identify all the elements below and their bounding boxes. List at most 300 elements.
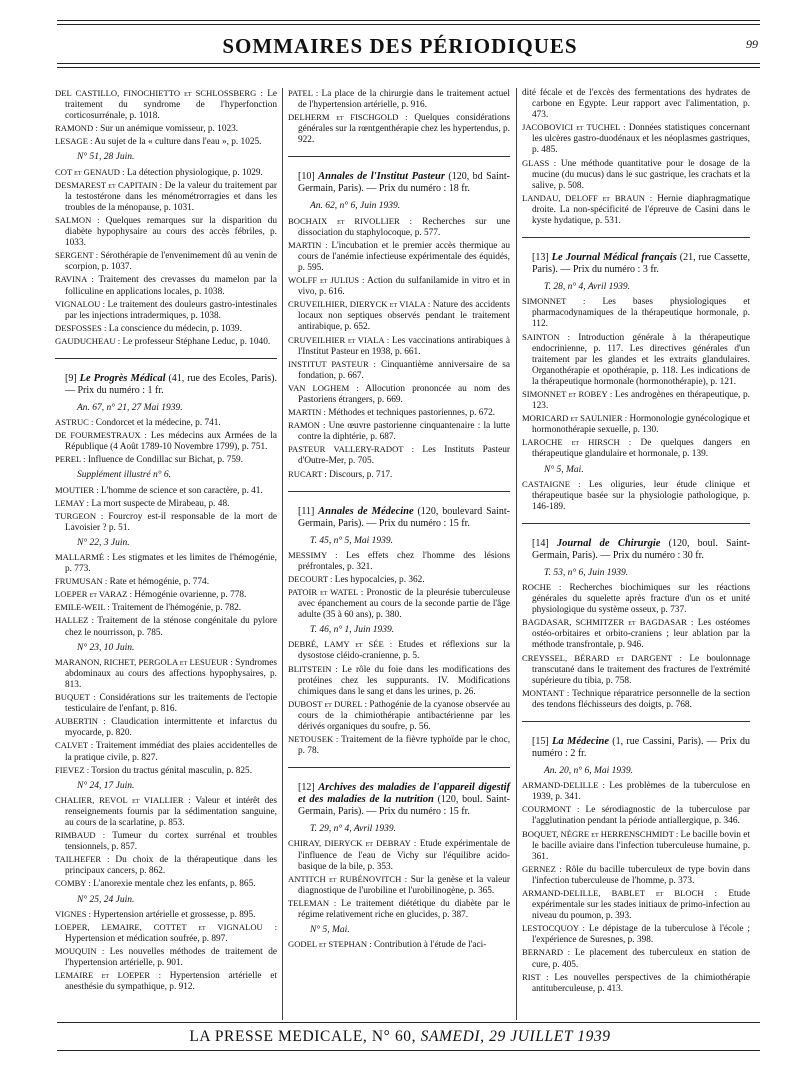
article-title: Les stigmates et les limites de l'hémogénie, p. 773. (65, 553, 277, 575)
article-author: GODEL et STEPHAN : (288, 939, 372, 950)
article-author: AUBERTIN : (55, 716, 106, 727)
article-entry (288, 874, 510, 897)
article-author: RAVINA : (55, 274, 94, 285)
article-entry (55, 454, 277, 466)
article-entry (55, 323, 277, 335)
top-rule (57, 20, 760, 21)
journal-title: Le Journal Médical français (551, 252, 677, 264)
article-entry (288, 587, 510, 621)
article-author: LEMAIRE et LOEPER : (55, 970, 161, 981)
journal-number: [9] (65, 372, 77, 384)
article-title: Recherches sur une dissociation du staphylocoque, p. 577. (298, 216, 511, 238)
journal-details: (120, boul. Saint-Germain, Paris). — Prix du numéro : 30 fr. (532, 537, 750, 561)
article-author: BOCHAIX et RIVOLLIER : (288, 215, 413, 226)
article-author: BUQUET : (55, 692, 96, 703)
article-entry (55, 602, 277, 614)
article-entry (522, 296, 750, 330)
article-title: Condorcet et la médecine, p. 741. (95, 418, 221, 429)
article-title: Le boulonnage transcutané dans le traitement des fractures de l'extrémité supérieure du tibia, p. 758. (532, 653, 750, 686)
article-entry (55, 854, 277, 877)
article-entry (522, 972, 750, 995)
article-title: De la valeur du traitement par la testostérone dans les ménométrorragies et dans les troubles de la ménopause, p. 1031. (65, 180, 278, 213)
article-author: RUCART : (288, 468, 327, 479)
article-title: Traitement de la fièvre typhoïde par le choc, p. 78. (298, 735, 511, 757)
article-entry (522, 947, 750, 970)
article-title: Les ostéomes ostéo-orbitaires et orbito-craniens ; leur ablation par la méthode transfrontale, p. 946. (532, 618, 750, 651)
article-title: Les vaccinations antirabiques à l'Institut Pasteur en 1938, p. 661. (298, 335, 510, 357)
article-title: Le professeur Stéphane Leduc, p. 1040. (122, 336, 271, 347)
article-entry (55, 136, 277, 148)
article-entry (522, 923, 750, 946)
article-title: Hypertension artérielle et grossesse, p. 895. (93, 909, 256, 920)
article-author: FIEVEZ : (55, 764, 90, 775)
article-title: Les médecins aux Armées de la République (4 Août 1789-10 Novembre 1799), p. 751. (65, 431, 277, 453)
article-title: Hypertension artérielle et anesthésie du sympathique, p. 912. (65, 971, 277, 993)
article-entry (522, 780, 750, 803)
article-title: Les nouvelles méthodes de traitement de l'hypertension artérielle, p. 901. (65, 946, 278, 968)
footer-publication: LA PRESSE MEDICALE, (189, 1028, 368, 1045)
article-entry (288, 299, 510, 333)
article-title: Hernie diaphragmatique droite. La non-spécificité de l'épreuve de Casini dans le kyste hydatique, p. 531. (532, 193, 751, 227)
journal-title: Journal de Chirurgie (556, 537, 661, 549)
article-author: MONTANT : (522, 687, 570, 698)
journal-heading (522, 252, 750, 276)
article-title: Sérothérapie de l'envenimement dû au venin de scorpion, p. 1037. (65, 251, 278, 273)
article-title: Pronostic de la pleurésie tuberculeuse avec épanchement au cours de la seconde partie de l'âge adulte (35 à 60 ans), p. 380. (298, 588, 510, 621)
article-author: MOUTIER : (55, 484, 99, 495)
issue-heading: T. 45, n° 5, Mai 1939. (310, 535, 394, 546)
article-author: MESSIMY : (288, 549, 338, 560)
article-author: BERNARD : (522, 947, 571, 958)
article-author: LEMAY : (55, 497, 89, 508)
article-author: DESMAREST et CAPITAIN : (55, 179, 163, 190)
article-title: Contribution à l'étude de l'aci- (373, 940, 487, 951)
article-title: Influence de Condillac sur Bichat, p. 759. (87, 455, 243, 466)
article-author: RIMBAUD : (55, 830, 106, 841)
journal-title: La Médecine (551, 736, 610, 748)
article-title: Le dépistage de la tuberculose à l'école ; l'expérience de Suresnes, p. 398. (532, 924, 750, 946)
article-title: Cinquantième anniversaire de sa fondation, p. 667. (298, 359, 511, 381)
article-entry (55, 485, 277, 497)
article-author: LANDAU, DELOFF et BRAUN : (522, 192, 653, 203)
article-title: Syndromes abdominaux au cours des affections hypophysaires, p. 813. (65, 657, 277, 690)
article-author: VAN LOGHEM : (288, 382, 359, 393)
article-author: RIST : (522, 971, 549, 982)
article-entry (522, 864, 750, 887)
issue-heading: N° 23, 10 Juin. (77, 642, 135, 653)
article-author: RAMOND : (55, 123, 98, 134)
article-entry (288, 240, 510, 274)
article-author: DESFOSSES : (55, 322, 107, 333)
article-title: Tumeur du cortex surrénal et troubles tensionnels, p. 857. (65, 831, 278, 853)
article-entry (55, 215, 277, 249)
article-author: ROCHE : (522, 582, 562, 592)
article-entry (522, 582, 750, 616)
article-author: CASTAIGNE : (522, 478, 581, 489)
article-author: CRUVEILHIER et VIALA : (288, 334, 390, 345)
article-author: CREYSSEL, BÉRARD et DARGENT : (522, 652, 682, 663)
article-title: Pathogénie de la cyanose observée au cours de la chimiothérapie antibactérienne par les dérivés organiques du soufre, p. 56. (298, 699, 511, 733)
article-author: FRUMUSAN : (55, 576, 108, 587)
journal-title: Archives des maladies de l'appareil digestif et des maladies de la nutrition (298, 782, 510, 806)
article-title: Torsion du tractus génital masculin, p. 825. (91, 765, 253, 776)
article-entry (522, 888, 750, 922)
article-title: Traitement de l'hémogénie, p. 782. (111, 603, 242, 614)
article-entry (522, 653, 750, 687)
article-title: Du choix de la thérapeutique dans les principaux cancers, p. 862. (65, 855, 277, 877)
article-entry (522, 158, 750, 192)
article-entry (522, 122, 750, 156)
article-title: Allocution prononcée au nom des Pastoriens étrangers, p. 669. (298, 383, 511, 405)
journal-number: [13] (532, 252, 549, 264)
article-title: Les problèmes de la tuberculose en 1939, p. 341. (532, 781, 750, 803)
article-author: SIMONNET et ROBEY : (522, 388, 613, 399)
article-author: VIGNALOU : (55, 298, 106, 309)
article-entry (55, 795, 277, 829)
article-title: Sur un anémique vomisseur, p. 1023. (100, 124, 239, 135)
issue-heading: N° 25, 24 Juin. (77, 894, 135, 905)
footer-rule (57, 1022, 760, 1023)
article-author: MARTIN : (288, 239, 328, 250)
article-entry (288, 939, 510, 951)
article-title: La détection physiologique, p. 1029. (126, 167, 263, 178)
issue-heading: An. 62, n° 6, Juin 1939. (310, 201, 401, 212)
journal-heading (522, 538, 750, 562)
article-title: Hormonologie gynécologique et hormonothérapie sexuelle, p. 130. (532, 414, 750, 436)
article-title: Etudes et réflexions sur la dysostose cléido-cranienne, p. 5. (298, 640, 510, 662)
article-author: COURMONT : (522, 804, 580, 815)
article-entry (288, 574, 510, 586)
article-title: Discours, p. 717. (329, 469, 393, 480)
top-rule-2 (57, 24, 760, 25)
journal-number: [15] (532, 736, 549, 748)
article-entry (288, 550, 510, 573)
section-separator (522, 237, 750, 238)
article-title: Le traitement des douleurs gastro-intestinales par les injections intradermiques, p. 1038. (65, 299, 277, 321)
article-author: CHIRAY, DIERYCK et DEBRAY : (288, 838, 417, 849)
journal-title: Annales de l'Institut Pasteur (318, 171, 445, 183)
article-entry (288, 88, 510, 111)
article-title: Traitement des crevasses du mamelon par la folliculine en applications locales, p. 1038. (65, 275, 278, 297)
header-rule-2 (57, 67, 760, 68)
article-author: EMILE-WEIL : (55, 602, 110, 613)
article-entry (288, 444, 510, 467)
article-title: La place de la chirurgie dans le traitement actuel de l'hypertension artérielle, p. 916. (298, 89, 510, 111)
column-3 (522, 88, 750, 996)
article-title: Les nouvelles perspectives de la chimiothérapie antituberculeuse, p. 413. (532, 972, 750, 994)
article-title: L'homme de science et son caractère, p. 41. (101, 485, 263, 496)
article-author: GAUDUCHEAU : (55, 335, 121, 346)
journal-details: (120, boul. Saint-Germain, Paris). — Prix du numéro : 15 fr. (298, 794, 510, 818)
article-author: NETOUSEK : (288, 734, 339, 745)
article-title: Quelques remarques sur la disparition du diabète hypophysaire au cours des accès fébriles, p. 1033. (65, 215, 277, 249)
footer-rule-2 (57, 1050, 760, 1051)
journal-heading (522, 736, 750, 760)
article-entry (55, 430, 277, 453)
article-title: Méthodes et techniques pastoriennes, p. 672. (328, 408, 496, 419)
article-title: Le placement des tuberculeux en station de cure, p. 405. (532, 948, 750, 970)
article-author: GERNEZ : (522, 863, 562, 874)
article-entry (522, 88, 750, 121)
article-title: Le rôle du foie dans les modifications des protéines chez les suppurants. IV. Modifications chimiques dans le sang et dans les urines, p. 26. (298, 664, 510, 697)
article-entry (522, 617, 750, 651)
article-title: L'anorexie mentale chez les enfants, p. 865. (93, 879, 256, 890)
article-author: LOEPER, LEMAIRE, COTTET et VIGNALOU : (55, 921, 277, 932)
article-title: Une œuvre pastorienne cinquantenaire : la lutte contre la diphtérie, p. 687. (298, 421, 511, 443)
article-author: DUBOST et DUREL : (288, 698, 367, 709)
article-entry (288, 838, 510, 872)
article-entry (288, 335, 510, 358)
article-entry (288, 699, 510, 733)
article-title: Recherches biochimiques sur les réactions générales du squelette après fracture d'un os et unité physiologique du système osseux, p. 737. (532, 583, 750, 616)
article-entry (55, 576, 277, 588)
article-author: LAROCHE et HIRSCH : (522, 437, 632, 448)
article-author: BLITSTEIN : (288, 663, 338, 674)
article-title: Quelques considérations générales sur la rœntgenthérapie chez les hypertendus, p. 922. (298, 113, 510, 146)
article-author: BOQUET, NÈGRE et HERRENSCHMIDT : (522, 828, 679, 839)
article-author: LESAGE : (55, 136, 93, 147)
article-author: PASTEUR VALLERY-RADOT : (288, 444, 414, 455)
article-title: Sur la genèse et la valeur diagnostique de l'urobiline et l'urobilinogène, p. 365. (298, 874, 511, 896)
issue-heading: N° 5, Mai. (310, 925, 350, 936)
article-entry (288, 216, 510, 239)
issue-heading: T. 29, n° 4, Avril 1939. (310, 824, 397, 835)
article-author: JACOBOVICI et TUCHEL : (522, 122, 626, 133)
issue-heading: N° 24, 17 Juin. (77, 780, 135, 791)
article-entry (288, 639, 510, 662)
journal-details: (41, rue des Ecoles, Paris). — Prix du numéro : 1 fr. (65, 372, 277, 396)
article-author: LOEPER et VARAZ : (55, 589, 132, 600)
article-author: ARMAND-DELILLE : (522, 780, 605, 791)
article-entry (522, 437, 750, 460)
article-author: RAMON : (288, 420, 326, 431)
article-author: SIMONNET : (522, 296, 586, 307)
journal-heading (55, 373, 277, 397)
article-entry (522, 479, 750, 513)
article-entry (288, 420, 510, 443)
section-separator (288, 491, 510, 492)
section-separator (522, 523, 750, 524)
article-entry (288, 383, 510, 406)
article-author: TURGEON : (55, 510, 104, 521)
article-title: La conscience du médecin, p. 1039. (108, 323, 242, 334)
article-author: ANTITCH et RUBÉNOVITCH : (288, 873, 408, 884)
article-entry (55, 250, 277, 273)
article-entry (55, 274, 277, 297)
article-author: DE FOURMESTRAUX : (55, 430, 147, 441)
article-entry (55, 123, 277, 135)
article-entry (55, 511, 277, 534)
article-author: PATOIR et WATEL : (288, 587, 364, 597)
footer-number: N° 60, (371, 1028, 417, 1045)
article-title: Etude expérimentale de l'influence de l'eau de Vichy sur l'équilibre acido-basique de la bile, p. 353. (298, 839, 511, 872)
article-author: PEREL : (55, 454, 86, 465)
article-author: TELEMAN : (288, 897, 337, 908)
article-title: Traitement immédiat des plaies accidentelles de la pratique civile, p. 827. (65, 741, 278, 763)
article-author: VIGNES : (55, 908, 92, 919)
journal-number: [10] (298, 171, 315, 183)
article-entry (55, 88, 277, 122)
article-title: L'incubation et le premier accès thermique au cours de l'anémie infectieuse expérimentale des équidés, p. 595. (298, 240, 510, 273)
article-entry (55, 657, 277, 691)
journal-heading (288, 782, 510, 818)
article-entry (55, 552, 277, 575)
issue-heading: An. 67, n° 21, 27 Mai 1939. (77, 402, 183, 413)
column-1 (55, 88, 277, 994)
article-author: SALMON : (55, 214, 100, 225)
article-entry (522, 332, 750, 388)
footer-date: SAMEDI, 29 JUILLET 1939 (420, 1028, 611, 1045)
article-entry (55, 909, 277, 921)
article-title: Valeur et intérêt des renseignements fournis par la sédimentation sanguine, au cours de la scarlatine, p. 853. (65, 795, 278, 828)
article-entry (55, 615, 277, 638)
page-number: 99 (746, 37, 758, 51)
article-entry (288, 112, 510, 146)
article-author: DEBRÉ, LAMY et SÉE : (288, 639, 393, 650)
article-title: Action du sulfanilamide in vitro et in vivo, p. 616. (298, 276, 511, 298)
issue-heading: N° 51, 28 Juin. (77, 152, 135, 163)
article-title: Le sérodiagnostic de la tuberculose par l'agglutination pendant la période antiallergique, p. 346. (532, 805, 751, 827)
article-author: SAINTON : (522, 331, 570, 342)
article-title: Hypertension et médication soufrée, p. 897. (65, 933, 228, 944)
article-title: Etude expérimentale sur les stades initiaux de primo-infection au niveau du poumon, p. 393. (532, 888, 750, 922)
article-entry (55, 180, 277, 214)
journal-number: [11] (298, 505, 315, 517)
article-entry (55, 922, 277, 945)
journal-title: Annales de Médecine (318, 505, 414, 517)
article-entry (288, 359, 510, 382)
article-entry (55, 167, 277, 179)
article-author: INSTITUT PASTEUR : (288, 358, 376, 369)
article-title: Une méthode quantitative pour le dosage de la mucine (du mucus) dans le suc gastrique, les crachats et la salive, p. 508. (532, 158, 751, 191)
article-entry (55, 336, 277, 348)
article-entry (55, 878, 277, 890)
article-title: Le bacille bovin et le bacille aviaire dans l'infection tuberculeuse humaine, p. 361. (532, 829, 750, 862)
article-author: GLASS : (522, 157, 557, 168)
article-entry (522, 389, 750, 412)
article-title: Nature des accidents locaux non septiques observés pendant le traitement antirabique, p. 652. (298, 300, 510, 333)
issue-heading: N° 22, 3 Juin. (77, 537, 130, 548)
issue-heading: T. 46, n° 1, Juin 1939. (310, 625, 395, 636)
article-author: WOLFF et JULIUS : (288, 275, 365, 286)
article-title: Hémogénie ovarienne, p. 778. (134, 590, 247, 601)
article-author: TAILHEFER : (55, 854, 110, 865)
article-title: De quelques dangers en thérapeutique glandulaire et hormonale, p. 139. (532, 438, 750, 460)
column-divider (282, 88, 283, 1020)
article-title: Données statistiques concernant les ulcères gastro-duodénaux et les néoplasmes gastriques, p. 485. (532, 123, 750, 156)
article-author: ARMAND-DELILLE, BABLET et BLOCH : (522, 887, 718, 898)
article-title: Rate et hémogénie, p. 774. (109, 577, 210, 588)
article-title: Considérations sur les traitements de l'ectopie testiculaire de l'enfant, p. 816. (65, 693, 277, 715)
article-title: Les androgènes en thérapeutique, p. 123. (532, 389, 750, 412)
article-entry (522, 804, 750, 827)
journal-details: (1, rue Cassini, Paris). — Prix du numéro : 2 fr. (532, 736, 751, 760)
article-entry (522, 413, 750, 436)
article-title: Au sujet de la « culture dans l'eau », p. 1025. (94, 137, 262, 148)
article-author: MORICARD et SAULNIER : (522, 413, 628, 424)
article-entry (288, 898, 510, 921)
article-title: dité fécale et de l'excès des fermentations des hydrates de carbone en Egypte. Leur rapport avec l'alimentation, p. 473. (522, 88, 750, 121)
article-entry (55, 740, 277, 763)
article-entry (288, 469, 510, 481)
journal-title: Le Progrès Médical (79, 372, 166, 384)
article-entry (55, 765, 277, 777)
issue-heading: T. 53, n° 6, Juin 1939. (544, 567, 629, 578)
header-rule (57, 63, 760, 64)
article-author: MOUQUIN : (55, 945, 105, 956)
article-author: CHALIER, REVOL et VIALLIER : (55, 794, 191, 805)
article-author: BAGDASAR, SCHMITZER et BAGDASAR : (522, 617, 694, 628)
article-title: Les Instituts Pasteur d'Outre-Mer, p. 705. (298, 445, 511, 467)
article-title: Les effets chez l'homme des lésions préfrontales, p. 321. (298, 550, 510, 572)
issue-heading: T. 28, n° 4, Avril 1939. (544, 282, 631, 293)
article-author: ASTRUC : (55, 417, 94, 428)
journal-details: (120, boulevard Saint-Germain, Paris). — Prix du numéro : 15 fr. (298, 505, 510, 529)
article-entry (55, 417, 277, 429)
article-author: COMBY : (55, 878, 91, 889)
article-author: CRUVEILHIER, DIERYCK et VIALA : (288, 299, 431, 310)
article-entry (55, 498, 277, 510)
article-author: PATEL : (288, 88, 319, 98)
article-entry (55, 589, 277, 601)
article-title: Technique réparatrice personnelle de la section des tendons fléchisseurs des doigts, p. 768. (532, 688, 750, 710)
issue-heading: An. 20, n° 6, Mai 1939. (544, 766, 634, 777)
journal-number: [12] (298, 782, 315, 794)
page-footer (0, 1028, 800, 1046)
article-author: DEL CASTILLO, FINOCHIETTO et SCHLOSSBERG : (55, 88, 263, 98)
article-author: DELHERM et FISCHGOLD : (288, 112, 408, 123)
article-title: Le traitement diététique du diabète par le régime relativement riche en glucides, p. 387. (298, 898, 510, 920)
article-title: Le traitement du syndrome de l'hyperfonction corticosurrénale, p. 1018. (65, 89, 277, 122)
article-title: Les oliguries, leur étude clinique et thérapeutique basée sur la physiologie pathologique, p. 146-189. (532, 479, 750, 512)
article-author: SERGENT : (55, 250, 99, 261)
article-entry (288, 664, 510, 698)
column-divider (516, 88, 517, 1020)
article-author: MARANON, RICHET, PERGOLA et LESUEUR : (55, 656, 233, 667)
article-author: MARTIN : (288, 407, 326, 418)
article-author: DECOURT : (288, 573, 333, 584)
article-entry (55, 970, 277, 993)
article-entry (55, 830, 277, 853)
journal-heading (288, 171, 510, 195)
article-entry (288, 275, 510, 298)
journal-number: [14] (532, 537, 549, 549)
section-separator (288, 156, 510, 157)
article-entry (55, 692, 277, 715)
article-author: LESTOCQUOY : (522, 923, 585, 934)
column-2 (288, 88, 510, 952)
issue-heading: Supplément illustré n° 6. (77, 470, 172, 481)
article-entry (522, 193, 750, 227)
article-author: HALLEZ : (55, 615, 95, 626)
article-title: La mort suspecte de Mirabeau, p. 48. (91, 498, 230, 509)
article-entry (522, 829, 750, 863)
journal-details: (120, bd Saint-Germain, Paris). — Prix du numéro : 18 fr. (298, 171, 511, 195)
journal-heading (288, 506, 510, 530)
article-author: COT et GENAUD : (55, 166, 125, 177)
article-entry (522, 688, 750, 711)
article-title: Les hypocalcies, p. 362. (334, 574, 425, 585)
section-separator (55, 358, 277, 359)
article-title: Rôle du bacille tuberculeux de type bovin dans l'infection tuberculeuse de l'homme, p. 373. (532, 864, 750, 886)
section-separator (522, 721, 750, 722)
journal-details: (21, rue Cassette, Paris). — Prix du numéro : 3 fr. (532, 252, 750, 276)
page-title: SOMMAIRES DES PÉRIODIQUES (222, 34, 578, 58)
article-entry (55, 946, 277, 969)
article-title: Fourcroy est-il responsable de la mort de Lavoisier ? p. 51. (65, 511, 277, 533)
article-author: MALLARMÉ : (55, 552, 110, 562)
section-separator (288, 767, 510, 768)
